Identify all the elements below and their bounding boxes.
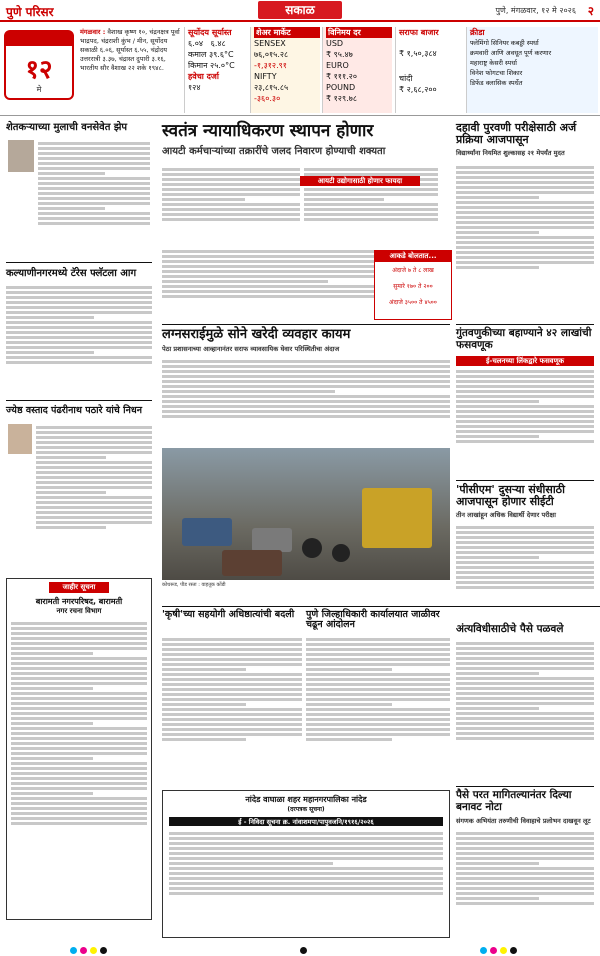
right-story3-subhead: तीन लाखांहून अधिक विद्यार्थी देणार परीक्षा xyxy=(456,511,556,519)
usd-rate: ₹ ९५.४७ xyxy=(326,50,353,59)
section-title: पुणे परिसर xyxy=(6,5,54,19)
notice-body xyxy=(11,620,147,910)
sunrise-value: ६.०४ xyxy=(188,39,204,48)
reporter-photo xyxy=(8,140,34,172)
gold-box: सराफा बाजार ₹ १,५०,३८४ चांदी ₹ २,६८,२०० xyxy=(395,27,463,113)
sports-box: क्रीडा फ्लेमिंगो सिनियर कबड्डी स्पर्धा क्रमवारी आणि अवधूत पूर्ण करणार महाराष्ट्र केसरी स्पर्धा विनेश फोगटचा शिकार डिफेंड क्लासिक स्पर्धेत xyxy=(466,27,598,113)
sports-item: डिफेंड क्लासिक स्पर्धेत xyxy=(470,79,523,87)
left-story2-headline: कल्याणीनगरमध्ये टॅरेस फ्लॅटला आग xyxy=(6,268,137,279)
left-story1-headline: शेतकऱ्याच्या मुलाची वनसेवेत झेप xyxy=(6,122,128,133)
middle-headline: लग्नसराईमुळे सोने खरेदी व्यवहार कायम xyxy=(162,327,351,342)
obituary-photo xyxy=(8,424,32,454)
currency-box: विनिमय दर USD ₹ ९५.४७ EURO ₹ १११.२० POUND ₹ १२९.७८ xyxy=(322,27,392,113)
figures-title: आकडे बोलतात... xyxy=(375,251,451,262)
issue-date: पुणे, मंगळवार, १२ मे २०२६ xyxy=(495,6,576,15)
pound-rate: ₹ १२९.७८ xyxy=(326,94,357,103)
notice-title: बारामती नगरपरिषद, बारामती xyxy=(35,597,123,606)
bottom-story4-subhead: संगणक अभियंता तरुणीची विवाहाचे प्रलोभन दाखवून लूट xyxy=(456,817,591,825)
right-story2-body xyxy=(456,368,594,474)
page-number: २ xyxy=(587,4,594,18)
notice-subtitle: नगर रचना विभाग xyxy=(56,607,102,615)
lead-headline: स्वतंत्र न्यायाधिकरण स्थापन होणार xyxy=(162,121,374,141)
figure-2: सुमारे १७० ते २०० xyxy=(393,283,433,290)
aqi-value: १२४ xyxy=(188,83,201,92)
lead-body-col1 xyxy=(162,166,300,244)
left-story3-headline: ज्येष्ठ वस्ताद पंढरीनाथ पठारे यांचे निधन xyxy=(6,405,142,416)
silver-rate: ₹ २,६८,२०० xyxy=(399,85,437,94)
traffic-photo xyxy=(162,448,450,580)
gold-rate: ₹ १,५०,३८४ xyxy=(399,49,437,58)
panchang-text: वैशाख कृष्ण १०, चंद्रनक्षत्र पूर्वा भाद्रपद, चंद्रराशी कुंभ / मीन, सूर्योदय सकाळी ६.०६, सूर्यास्त ६.५५, चंद्रोदय उत्तररात्री ३.३७, चंद्रास्त दुपारी ३.१६, भारतीय सौर वैशाख २२ शके १९४८. xyxy=(80,28,180,72)
sports-item: विनेश फोगटचा शिकार xyxy=(470,69,523,77)
notice-label: जाहीर सूचना xyxy=(49,582,109,593)
baramati-notice xyxy=(6,578,152,920)
bottom-story4-body xyxy=(456,830,594,938)
tender-notice xyxy=(162,790,450,938)
nifty-value: २३,८१५.८५ xyxy=(254,83,289,92)
bottom-story2-body xyxy=(306,636,450,786)
left-story1-body xyxy=(38,140,150,260)
lead-subhead: आयटी कर्मचाऱ्यांच्या तक्रारींचे जलद निवारण होण्याची शक्यता xyxy=(162,146,386,157)
temp-max: कमाल ३९.६°C xyxy=(188,50,234,59)
right-story1-subhead: विद्यार्थ्यांना नियमित शुल्कासह २१ मेपर्यंत मुदत xyxy=(456,149,565,157)
bottom-story3-headline: अंत्यविधीसाठीचे पैसे पळवले xyxy=(456,623,564,635)
lead-box-title: आयटी उद्योगासाठी होणार फायदा xyxy=(300,176,420,186)
sports-item: क्रमवारी आणि अवधूत पूर्ण करणार xyxy=(470,49,552,57)
figure-3: अंदाजे ३५०० ते ४५०० xyxy=(389,299,437,306)
euro-rate: ₹ १११.२० xyxy=(326,72,357,81)
figures-box xyxy=(374,250,452,320)
tender-subtitle: (दरपत्रक सूचना) xyxy=(287,806,325,813)
left-story3-body xyxy=(36,424,152,572)
tender-number: ई - निविदा सूचना क्र. नांवाशमपा/पापुवजनि/१९१६/२०२६ xyxy=(169,817,443,826)
tender-body xyxy=(169,830,443,926)
sun-weather-box: सूर्योदय सूर्यास्त ६.०४ ६.४८ कमाल ३९.६°C किमान २५.०°C हवेचा दर्जा १२४ xyxy=(184,27,246,113)
right-story3-headline: 'पीसीएम' दुसऱ्या संधीसाठी आजपासून होणार सीईटी xyxy=(456,483,565,509)
sunset-value: ६.४८ xyxy=(210,39,226,48)
panchang: मंगळवार : वैशाख कृष्ण १०, चंद्रनक्षत्र पूर्वा भाद्रपद, चंद्रराशी कुंभ / मीन, सूर्योदय सकाळी ६.०६, सूर्यास्त ६.५५, चंद्रोदय उत्तररात्री ३.३७, चंद्रास्त दुपारी ३.१६, भारतीय सौर वैशाख २२ शके १९४८. xyxy=(80,28,180,72)
left-story2-body xyxy=(6,284,152,396)
sports-item: फ्लेमिंगो सिनियर कबड्डी स्पर्धा xyxy=(470,39,539,47)
bottom-story4-headline: पैसे परत मागितल्यानंतर दिल्या बनावट नोटा xyxy=(456,789,572,813)
right-story2-banner: ई-चलनच्या लिंकद्वारे फसवणूक xyxy=(456,356,594,366)
bottom-story1-body xyxy=(162,636,302,786)
calendar-icon xyxy=(4,30,74,100)
middle-subhead: पेठा प्रशासनाच्या आव्हानानंतर सराफ व्यावसायिक घेवार परिस्थितीचा अंदाज xyxy=(162,345,340,353)
sports-item: महाराष्ट्र केसरी स्पर्धा xyxy=(470,59,517,67)
calendar-month: मे xyxy=(36,85,42,94)
bottom-story2-headline: पुणे जिल्हाधिकारी कार्यालयात जाळीवर चढून आंदोलन xyxy=(306,609,440,631)
middle-body xyxy=(162,358,450,444)
bottom-story1-headline: 'कृषी'च्या सहयोगी अधिष्ठात्यांची बदली xyxy=(162,609,295,620)
right-story1-body xyxy=(456,164,594,312)
right-story2-headline: गुंतवणुकीच्या बहाण्याने ४२ लाखांची फसवणूक xyxy=(456,327,592,351)
figure-1: अंदाजे ७ ते ८ लाख xyxy=(392,267,434,274)
photo-caption: कोथरूड, पौड रस्ता : वाहतूक कोंडी xyxy=(162,582,226,588)
tender-title: नांदेड वाघाळा शहर महानगरपालिका नांदेड xyxy=(245,795,367,804)
print-registration-strip xyxy=(0,944,600,956)
calendar-day: १२ xyxy=(25,55,53,85)
sensex-value: ७६,०१५.२८ xyxy=(254,50,289,59)
bottom-story3-body xyxy=(456,640,594,780)
temp-min: किमान २५.०°C xyxy=(188,61,235,70)
newspaper-logo: सकाळ xyxy=(258,1,342,19)
info-bar xyxy=(0,24,600,116)
masthead xyxy=(0,0,600,22)
share-market-box: शेअर मार्केट SENSEX ७६,०१५.२८ -१,३१२.९१ NIFTY २३,८१५.८५ -३६०.३० xyxy=(250,27,320,113)
right-story1-headline: दहावी पुरवणी परीक्षेसाठी अर्ज प्रक्रिया आजपासून xyxy=(456,121,577,147)
